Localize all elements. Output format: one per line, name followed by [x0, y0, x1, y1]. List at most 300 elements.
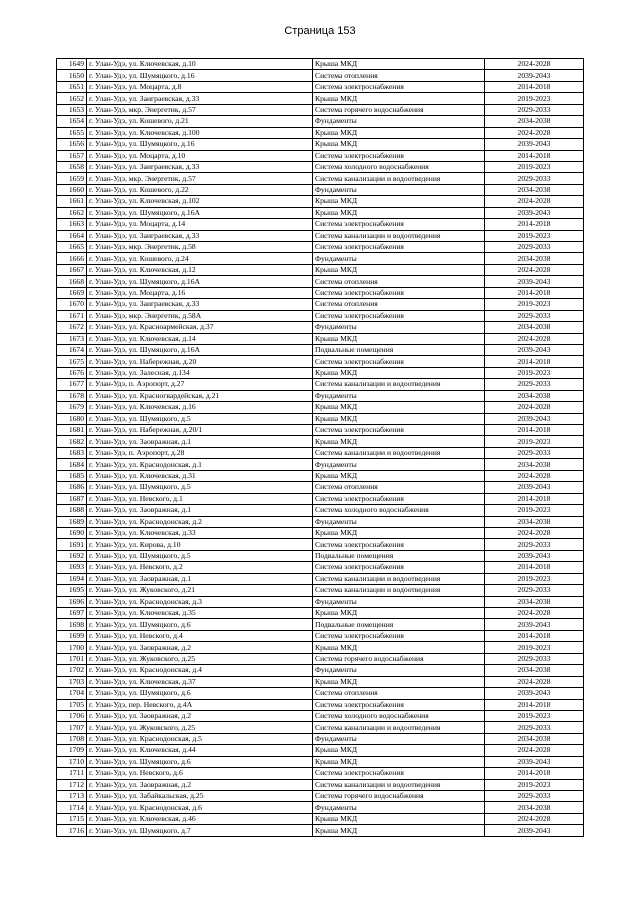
period-cell: 2039-2043 — [485, 207, 584, 218]
address-cell: г. Улан-Удэ, ул. Заовражная, д.1 — [87, 436, 313, 447]
system-cell: Система канализации и водоотведения — [313, 573, 485, 584]
period-cell: 2039-2043 — [485, 344, 584, 355]
table-row — [57, 653, 584, 664]
row-number: 1672 — [57, 322, 87, 333]
table-row — [57, 59, 584, 70]
system-cell: Система холодного водоснабжения — [313, 710, 485, 721]
system-cell: Крыша МКД — [313, 402, 485, 413]
period-cell: 2014-2018 — [485, 630, 584, 641]
table-row — [57, 139, 584, 150]
table-row — [57, 356, 584, 367]
period-cell: 2034-2038 — [485, 116, 584, 127]
table-row — [57, 550, 584, 561]
row-number: 1687 — [57, 493, 87, 504]
address-cell: г. Улан-Удэ, ул. Залесная, д.134 — [87, 367, 313, 378]
address-cell: г. Улан-Удэ, ул. Кошевого, д.21 — [87, 116, 313, 127]
period-cell: 2014-2018 — [485, 287, 584, 298]
table-row — [57, 676, 584, 687]
row-number: 1668 — [57, 276, 87, 287]
address-cell: г. Улан-Удэ, ул. Краснодонская, д.5 — [87, 733, 313, 744]
period-cell: 2014-2018 — [485, 768, 584, 779]
address-cell: г. Улан-Удэ, ул. Заиграевская, д.33 — [87, 161, 313, 172]
period-cell: 2024-2028 — [485, 745, 584, 756]
address-cell: г. Улан-Удэ, ул. Ключевская, д.46 — [87, 813, 313, 824]
period-cell: 2014-2018 — [485, 425, 584, 436]
period-cell: 2024-2028 — [485, 813, 584, 824]
address-cell: г. Улан-Удэ, ул. Жуковского, д.25 — [87, 653, 313, 664]
period-cell: 2019-2023 — [485, 299, 584, 310]
table-row — [57, 310, 584, 321]
period-cell: 2029-2033 — [485, 173, 584, 184]
system-cell: Крыша МКД — [313, 527, 485, 538]
row-number: 1706 — [57, 710, 87, 721]
period-cell: 2039-2043 — [485, 276, 584, 287]
period-cell: 2019-2023 — [485, 710, 584, 721]
address-cell: г. Улан-Удэ, ул. Невского, д.1 — [87, 493, 313, 504]
table-row — [57, 756, 584, 767]
address-cell: г. Улан-Удэ, ул. Кошевого, д.24 — [87, 253, 313, 264]
row-number: 1670 — [57, 299, 87, 310]
table-row — [57, 402, 584, 413]
period-cell: 2024-2028 — [485, 402, 584, 413]
system-cell: Крыша МКД — [313, 642, 485, 653]
system-cell: Система электроснабжения — [313, 699, 485, 710]
system-cell: Фундаменты — [313, 253, 485, 264]
row-number: 1704 — [57, 688, 87, 699]
period-cell: 2034-2038 — [485, 459, 584, 470]
row-number: 1690 — [57, 527, 87, 538]
table-row — [57, 665, 584, 676]
address-cell: г. Улан-Удэ, п. Аэропорт, д.27 — [87, 379, 313, 390]
period-cell: 2014-2018 — [485, 219, 584, 230]
system-cell: Система электроснабжения — [313, 242, 485, 253]
period-cell: 2019-2023 — [485, 93, 584, 104]
row-number: 1681 — [57, 425, 87, 436]
table-row — [57, 699, 584, 710]
row-number: 1707 — [57, 722, 87, 733]
system-cell: Система электроснабжения — [313, 150, 485, 161]
period-cell: 2024-2028 — [485, 59, 584, 70]
address-cell: г. Улан-Удэ, ул. Заовражная, д.2 — [87, 779, 313, 790]
row-number: 1675 — [57, 356, 87, 367]
period-cell: 2039-2043 — [485, 825, 584, 836]
row-number: 1662 — [57, 207, 87, 218]
period-cell: 2024-2028 — [485, 608, 584, 619]
period-cell: 2034-2038 — [485, 253, 584, 264]
table-row — [57, 81, 584, 92]
period-cell: 2024-2028 — [485, 264, 584, 275]
system-cell: Крыша МКД — [313, 413, 485, 424]
system-cell: Крыша МКД — [313, 608, 485, 619]
row-number: 1715 — [57, 813, 87, 824]
row-number: 1703 — [57, 676, 87, 687]
system-cell: Система электроснабжения — [313, 768, 485, 779]
row-number: 1654 — [57, 116, 87, 127]
table-row — [57, 276, 584, 287]
system-cell: Система электроснабжения — [313, 81, 485, 92]
period-cell: 2034-2038 — [485, 322, 584, 333]
system-cell: Фундаменты — [313, 733, 485, 744]
address-cell: г. Улан-Удэ, ул. Моцарта, д.8 — [87, 81, 313, 92]
row-number: 1678 — [57, 390, 87, 401]
address-cell: г. Улан-Удэ, ул. Ключевская, д.102 — [87, 196, 313, 207]
table-row — [57, 70, 584, 81]
table-row — [57, 150, 584, 161]
table-row — [57, 768, 584, 779]
table-row — [57, 413, 584, 424]
row-number: 1661 — [57, 196, 87, 207]
row-number: 1714 — [57, 802, 87, 813]
table-row — [57, 322, 584, 333]
table-row — [57, 93, 584, 104]
table-row — [57, 791, 584, 802]
period-cell: 2024-2028 — [485, 470, 584, 481]
address-cell: г. Улан-Удэ, ул. Ключевская, д.14 — [87, 333, 313, 344]
table-row — [57, 539, 584, 550]
system-cell: Система канализации и водоотведения — [313, 779, 485, 790]
row-number: 1660 — [57, 184, 87, 195]
row-number: 1695 — [57, 585, 87, 596]
system-cell: Система электроснабжения — [313, 539, 485, 550]
table-row — [57, 264, 584, 275]
address-cell: г. Улан-Удэ, ул. Моцарта, д.16 — [87, 287, 313, 298]
row-number: 1673 — [57, 333, 87, 344]
system-cell: Система горячего водоснабжения — [313, 653, 485, 664]
period-cell: 2024-2028 — [485, 127, 584, 138]
table-row — [57, 299, 584, 310]
table-row — [57, 344, 584, 355]
system-cell: Крыша МКД — [313, 436, 485, 447]
address-cell: г. Улан-Удэ, ул. Кирова, д.10 — [87, 539, 313, 550]
period-cell: 2014-2018 — [485, 699, 584, 710]
table-row — [57, 242, 584, 253]
period-cell: 2019-2023 — [485, 573, 584, 584]
row-number: 1712 — [57, 779, 87, 790]
period-cell: 2029-2033 — [485, 447, 584, 458]
table-row — [57, 722, 584, 733]
row-number: 1676 — [57, 367, 87, 378]
system-cell: Система электроснабжения — [313, 310, 485, 321]
row-number: 1711 — [57, 768, 87, 779]
row-number: 1679 — [57, 402, 87, 413]
address-cell: г. Улан-Удэ, ул. Краснодонская, д.3 — [87, 596, 313, 607]
address-cell: г. Улан-Удэ, ул. Забайкальская, д.25 — [87, 791, 313, 802]
period-cell: 2039-2043 — [485, 619, 584, 630]
table-row — [57, 710, 584, 721]
address-cell: г. Улан-Удэ, ул. Шумяцкого, д.5 — [87, 482, 313, 493]
address-cell: г. Улан-Удэ, пер. Невского, д.4А — [87, 699, 313, 710]
system-cell: Крыша МКД — [313, 367, 485, 378]
row-number: 1692 — [57, 550, 87, 561]
row-number: 1669 — [57, 287, 87, 298]
row-number: 1682 — [57, 436, 87, 447]
row-number: 1691 — [57, 539, 87, 550]
table-row — [57, 436, 584, 447]
row-number: 1697 — [57, 608, 87, 619]
table-row — [57, 482, 584, 493]
period-cell: 2029-2033 — [485, 722, 584, 733]
period-cell: 2014-2018 — [485, 150, 584, 161]
row-number: 1671 — [57, 310, 87, 321]
period-cell: 2029-2033 — [485, 791, 584, 802]
table-row — [57, 733, 584, 744]
table-row — [57, 379, 584, 390]
system-cell: Система отопления — [313, 482, 485, 493]
system-cell: Фундаменты — [313, 322, 485, 333]
system-cell: Система канализации и водоотведения — [313, 379, 485, 390]
system-cell: Крыша МКД — [313, 813, 485, 824]
address-cell: г. Улан-Удэ, мкр. Энергетик, д.58 — [87, 242, 313, 253]
system-cell: Система электроснабжения — [313, 356, 485, 367]
period-cell: 2014-2018 — [485, 356, 584, 367]
period-cell: 2039-2043 — [485, 550, 584, 561]
address-cell: г. Улан-Удэ, ул. Шумяцкого, д.16А — [87, 276, 313, 287]
period-cell: 2029-2033 — [485, 653, 584, 664]
address-cell: г. Улан-Удэ, ул. Моцарта, д.10 — [87, 150, 313, 161]
system-cell: Крыша МКД — [313, 93, 485, 104]
system-cell: Подвальные помещения — [313, 344, 485, 355]
row-number: 1702 — [57, 665, 87, 676]
table-body — [57, 59, 584, 837]
row-number: 1689 — [57, 516, 87, 527]
table-row — [57, 802, 584, 813]
table-row — [57, 253, 584, 264]
row-number: 1657 — [57, 150, 87, 161]
table-row — [57, 116, 584, 127]
address-cell: г. Улан-Удэ, ул. Шумяцкого, д.16А — [87, 207, 313, 218]
address-cell: г. Улан-Удэ, мкр. Энергетик, д.57 — [87, 173, 313, 184]
period-cell: 2024-2028 — [485, 196, 584, 207]
row-number: 1686 — [57, 482, 87, 493]
address-cell: г. Улан-Удэ, ул. Красноармейская, д.37 — [87, 322, 313, 333]
table-row — [57, 745, 584, 756]
address-cell: г. Улан-Удэ, ул. Шумяцкого, д.16 — [87, 139, 313, 150]
system-cell: Система горячего водоснабжения — [313, 104, 485, 115]
row-number: 1665 — [57, 242, 87, 253]
table-row — [57, 459, 584, 470]
system-cell: Фундаменты — [313, 116, 485, 127]
address-cell: г. Улан-Удэ, ул. Жуковского, д.21 — [87, 585, 313, 596]
address-cell: г. Улан-Удэ, ул. Заиграевская, д.33 — [87, 230, 313, 241]
table-row — [57, 585, 584, 596]
table-row — [57, 562, 584, 573]
system-cell: Крыша МКД — [313, 825, 485, 836]
period-cell: 2019-2023 — [485, 779, 584, 790]
row-number: 1664 — [57, 230, 87, 241]
address-cell: г. Улан-Удэ, п. Аэропорт, д.28 — [87, 447, 313, 458]
row-number: 1680 — [57, 413, 87, 424]
row-number: 1650 — [57, 70, 87, 81]
table-row — [57, 127, 584, 138]
system-cell: Фундаменты — [313, 459, 485, 470]
row-number: 1667 — [57, 264, 87, 275]
table-row — [57, 630, 584, 641]
address-cell: г. Улан-Удэ, ул. Ключевская, д.44 — [87, 745, 313, 756]
table-row — [57, 619, 584, 630]
table-row — [57, 573, 584, 584]
row-number: 1716 — [57, 825, 87, 836]
address-cell: г. Улан-Удэ, мкр. Энергетик, д.58А — [87, 310, 313, 321]
row-number: 1713 — [57, 791, 87, 802]
system-cell: Система отопления — [313, 688, 485, 699]
period-cell: 2029-2033 — [485, 379, 584, 390]
row-number: 1666 — [57, 253, 87, 264]
repair-schedule-table — [56, 58, 584, 837]
system-cell: Система канализации и водоотведения — [313, 230, 485, 241]
period-cell: 2034-2038 — [485, 802, 584, 813]
address-cell: г. Улан-Удэ, ул. Ключевская, д.100 — [87, 127, 313, 138]
row-number: 1652 — [57, 93, 87, 104]
table-row — [57, 173, 584, 184]
system-cell: Крыша МКД — [313, 333, 485, 344]
address-cell: г. Улан-Удэ, ул. Краснодонская, д.2 — [87, 516, 313, 527]
system-cell: Система канализации и водоотведения — [313, 173, 485, 184]
address-cell: г. Улан-Удэ, ул. Набережная, д.20 — [87, 356, 313, 367]
row-number: 1684 — [57, 459, 87, 470]
address-cell: г. Улан-Удэ, ул. Ключевская, д.10 — [87, 59, 313, 70]
address-cell: г. Улан-Удэ, ул. Заовражная, д.2 — [87, 642, 313, 653]
table-row — [57, 367, 584, 378]
table-row — [57, 184, 584, 195]
row-number: 1656 — [57, 139, 87, 150]
address-cell: г. Улан-Удэ, ул. Невского, д.6 — [87, 768, 313, 779]
period-cell: 2019-2023 — [485, 436, 584, 447]
address-cell: г. Улан-Удэ, ул. Невского, д.4 — [87, 630, 313, 641]
address-cell: г. Улан-Удэ, ул. Ключевская, д.12 — [87, 264, 313, 275]
row-number: 1709 — [57, 745, 87, 756]
system-cell: Фундаменты — [313, 802, 485, 813]
system-cell: Система канализации и водоотведения — [313, 722, 485, 733]
address-cell: г. Улан-Удэ, ул. Шумяцкого, д.6 — [87, 619, 313, 630]
table-row — [57, 425, 584, 436]
system-cell: Система холодного водоснабжения — [313, 505, 485, 516]
table-row — [57, 447, 584, 458]
row-number: 1701 — [57, 653, 87, 664]
table-row — [57, 825, 584, 836]
row-number: 1677 — [57, 379, 87, 390]
table-row — [57, 596, 584, 607]
table-row — [57, 196, 584, 207]
system-cell: Крыша МКД — [313, 470, 485, 481]
period-cell: 2039-2043 — [485, 70, 584, 81]
address-cell: г. Улан-Удэ, ул. Шумяцкого, д.5 — [87, 413, 313, 424]
system-cell: Крыша МКД — [313, 127, 485, 138]
system-cell: Фундаменты — [313, 665, 485, 676]
row-number: 1693 — [57, 562, 87, 573]
system-cell: Система отопления — [313, 276, 485, 287]
address-cell: г. Улан-Удэ, ул. Краснодонская, д.4 — [87, 665, 313, 676]
row-number: 1655 — [57, 127, 87, 138]
period-cell: 2039-2043 — [485, 688, 584, 699]
period-cell: 2034-2038 — [485, 390, 584, 401]
table-row — [57, 779, 584, 790]
address-cell: г. Улан-Удэ, ул. Заовражная, д.1 — [87, 573, 313, 584]
address-cell: г. Улан-Удэ, ул. Заиграевская, д.33 — [87, 299, 313, 310]
period-cell: 2024-2028 — [485, 333, 584, 344]
row-number: 1710 — [57, 756, 87, 767]
address-cell: г. Улан-Удэ, ул. Ключевская, д.31 — [87, 470, 313, 481]
table-row — [57, 493, 584, 504]
row-number: 1698 — [57, 619, 87, 630]
row-number: 1653 — [57, 104, 87, 115]
table-row — [57, 813, 584, 824]
row-number: 1685 — [57, 470, 87, 481]
table-row — [57, 470, 584, 481]
address-cell: г. Улан-Удэ, ул. Заовражная, д.1 — [87, 505, 313, 516]
system-cell: Система отопления — [313, 70, 485, 81]
system-cell: Фундаменты — [313, 516, 485, 527]
period-cell: 2029-2033 — [485, 585, 584, 596]
address-cell: г. Улан-Удэ, ул. Ключевская, д.35 — [87, 608, 313, 619]
row-number: 1658 — [57, 161, 87, 172]
system-cell: Система отопления — [313, 299, 485, 310]
system-cell: Фундаменты — [313, 390, 485, 401]
system-cell: Фундаменты — [313, 596, 485, 607]
period-cell: 2034-2038 — [485, 184, 584, 195]
address-cell: г. Улан-Удэ, ул. Невского, д.2 — [87, 562, 313, 573]
address-cell: г. Улан-Удэ, ул. Шумяцкого, д.6 — [87, 756, 313, 767]
row-number: 1700 — [57, 642, 87, 653]
system-cell: Крыша МКД — [313, 139, 485, 150]
system-cell: Система горячего водоснабжения — [313, 791, 485, 802]
period-cell: 2019-2023 — [485, 505, 584, 516]
table-row — [57, 642, 584, 653]
system-cell: Крыша МКД — [313, 676, 485, 687]
row-number: 1659 — [57, 173, 87, 184]
row-number: 1649 — [57, 59, 87, 70]
address-cell: г. Улан-Удэ, ул. Краснодонская, д.1 — [87, 459, 313, 470]
period-cell: 2014-2018 — [485, 81, 584, 92]
table-row — [57, 287, 584, 298]
address-cell: г. Улан-Удэ, ул. Ключевская, д.33 — [87, 527, 313, 538]
address-cell: г. Улан-Удэ, ул. Красногвардейская, д.21 — [87, 390, 313, 401]
table-row — [57, 688, 584, 699]
table-row — [57, 608, 584, 619]
period-cell: 2019-2023 — [485, 161, 584, 172]
period-cell: 2034-2038 — [485, 665, 584, 676]
system-cell: Система канализации и водоотведения — [313, 447, 485, 458]
row-number: 1699 — [57, 630, 87, 641]
row-number: 1663 — [57, 219, 87, 230]
address-cell: г. Улан-Удэ, ул. Шумяцкого, д.16А — [87, 344, 313, 355]
address-cell: г. Улан-Удэ, ул. Набережная, д.20/1 — [87, 425, 313, 436]
period-cell: 2039-2043 — [485, 482, 584, 493]
address-cell: г. Улан-Удэ, мкр. Энергетик, д.57 — [87, 104, 313, 115]
period-cell: 2019-2023 — [485, 230, 584, 241]
address-cell: г. Улан-Удэ, ул. Шумяцкого, д.5 — [87, 550, 313, 561]
period-cell: 2039-2043 — [485, 756, 584, 767]
table-row — [57, 527, 584, 538]
table-row — [57, 219, 584, 230]
address-cell: г. Улан-Удэ, ул. Шумяцкого, д.7 — [87, 825, 313, 836]
row-number: 1674 — [57, 344, 87, 355]
period-cell: 2014-2018 — [485, 493, 584, 504]
system-cell: Система электроснабжения — [313, 425, 485, 436]
system-cell: Крыша МКД — [313, 264, 485, 275]
period-cell: 2034-2038 — [485, 733, 584, 744]
table-row — [57, 516, 584, 527]
system-cell: Система электроснабжения — [313, 219, 485, 230]
table-row — [57, 333, 584, 344]
system-cell: Крыша МКД — [313, 745, 485, 756]
period-cell: 2024-2028 — [485, 676, 584, 687]
period-cell: 2039-2043 — [485, 413, 584, 424]
table-row — [57, 104, 584, 115]
system-cell: Система электроснабжения — [313, 287, 485, 298]
table-row — [57, 207, 584, 218]
system-cell: Крыша МКД — [313, 756, 485, 767]
address-cell: г. Улан-Удэ, ул. Ключевская, д.16 — [87, 402, 313, 413]
